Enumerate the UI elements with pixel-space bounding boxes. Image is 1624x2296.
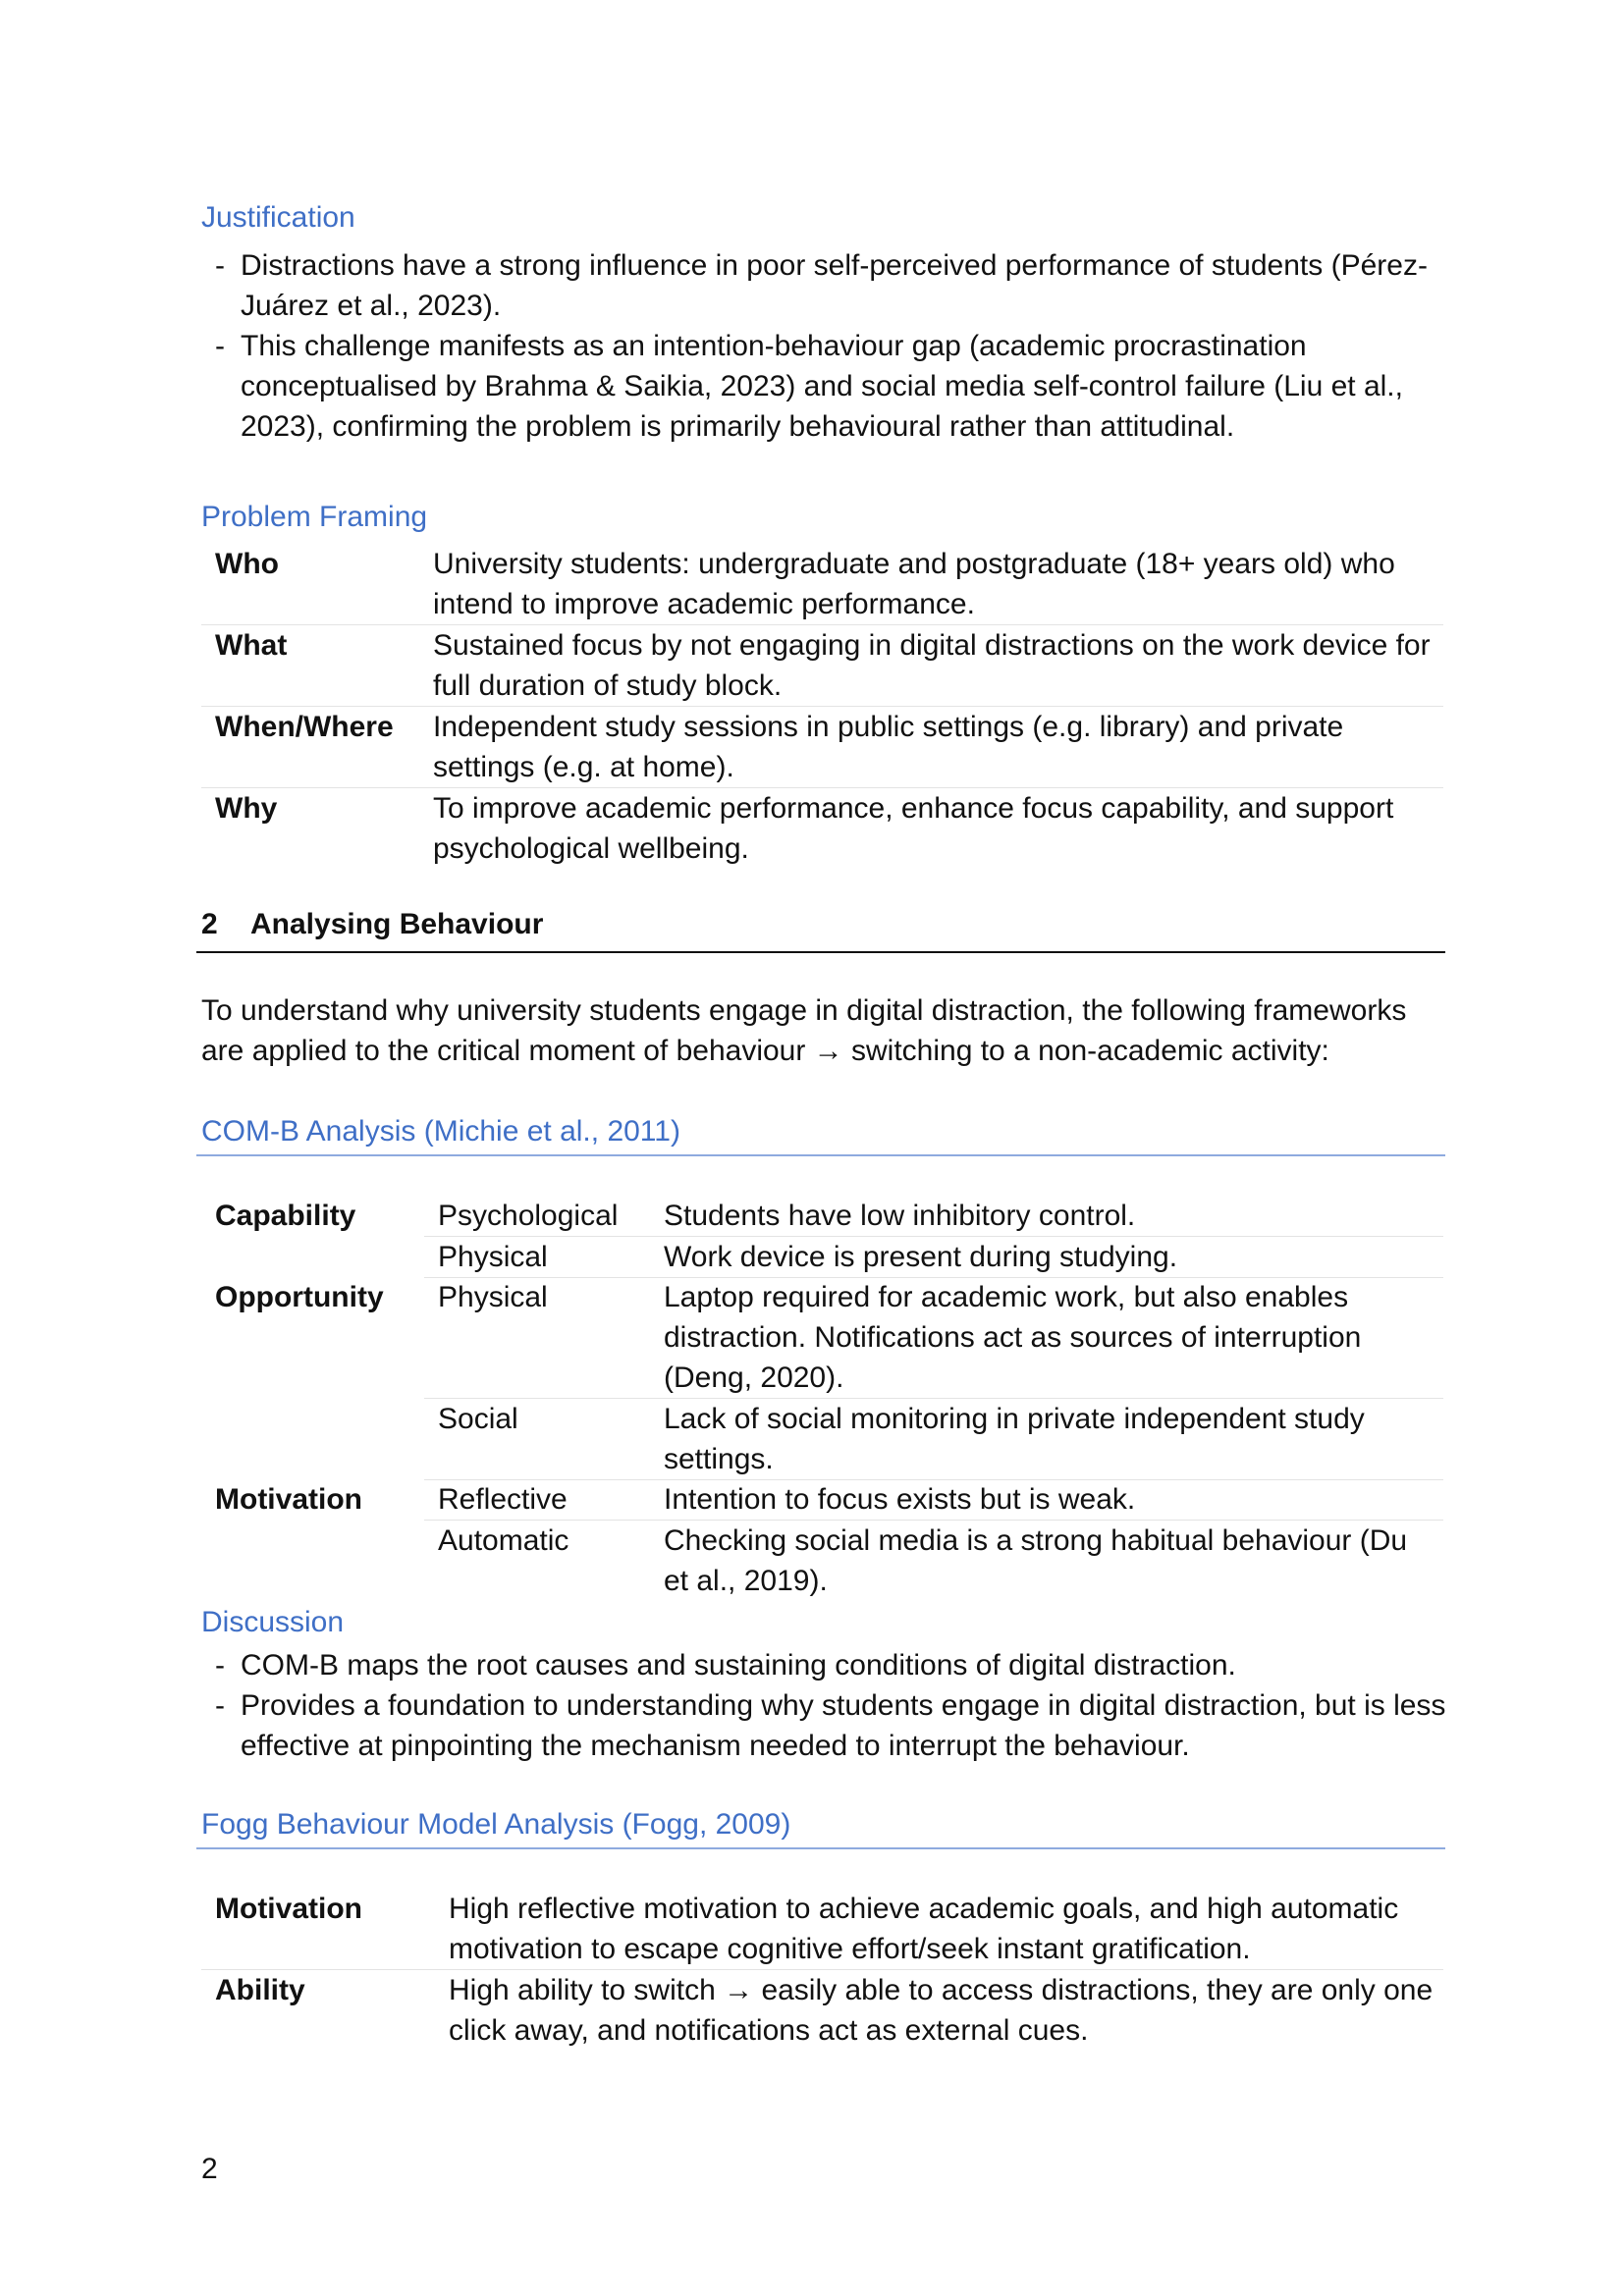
row-text: High ability to switch → easily able to access distractions, they are only one click away, and notifications act as external cues. [449, 1974, 1434, 2047]
section-number: 2 [201, 908, 218, 940]
sub-label: Social [438, 1403, 518, 1435]
category-capability: Capability [215, 1200, 356, 1232]
list-item: - Distractions have a strong influence in poor self-perceived performance of students (Pérez-Juárez et al., 2023). [215, 249, 1428, 322]
table-row [201, 625, 1443, 707]
table-row [424, 1277, 1443, 1399]
section-title: Analysing Behaviour [250, 908, 544, 940]
sub-label: Psychological [438, 1200, 619, 1232]
row-text: Intention to focus exists but is weak. [664, 1483, 1136, 1516]
table-row [201, 1970, 1443, 2051]
list-item: - Provides a foundation to understanding why students engage in digital distraction, but is less effective at pinpointing the mechanism needed to interrupt the behaviour. [215, 1689, 1446, 1762]
row-text: High reflective motivation to achieve academic goals, and high automatic motivation to escape cognitive effort/seek instant gratification. [449, 1893, 1399, 1965]
sub-label: Reflective [438, 1483, 568, 1516]
table-row [424, 1479, 1443, 1521]
table-row [201, 544, 1443, 625]
problem-framing-heading: Problem Framing [201, 501, 428, 533]
list-item: - This challenge manifests as an intention-behaviour gap (academic procrastination conceptualised by Brahma & Saikia, 2023) and social media self-control failure (Liu et al., 2023), confirming the problem is primarily behavioural rather than attitudinal. [215, 330, 1403, 443]
table-row [201, 707, 1443, 788]
table-row [424, 1237, 1443, 1278]
row-text: Work device is present during studying. [664, 1241, 1178, 1273]
justification-list [201, 245, 1453, 447]
justification-heading: Justification [201, 201, 355, 234]
table-row [201, 1889, 1443, 1970]
table-row [424, 1196, 1443, 1237]
list-item: - COM-B maps the root causes and sustaining conditions of digital distraction. [215, 1649, 1236, 1682]
discussion-list [201, 1645, 1453, 1766]
page-number: 2 [201, 2153, 218, 2185]
row-text: Laptop required for academic work, but also enables distraction. Notifications act as sources of interruption (Deng, 2020). [664, 1281, 1362, 1394]
row-text: University students: undergraduate and postgraduate (18+ years old) who intend to improve academic performance. [433, 548, 1395, 620]
row-label: When/Where [215, 711, 394, 743]
row-label: Who [215, 548, 279, 580]
category-opportunity: Opportunity [215, 1281, 384, 1313]
table-row [424, 1521, 1443, 1601]
fogg-rule [196, 1847, 1445, 1849]
row-label: Ability [215, 1974, 305, 2006]
section-intro: To understand why university students engage in digital distraction, the following frameworks are applied to the critical moment of behaviour → switching to a non-academic activity: [201, 994, 1407, 1067]
category-motivation: Motivation [215, 1483, 362, 1516]
table-row [201, 788, 1443, 869]
row-text: Checking social media is a strong habitual behaviour (Du et al., 2019). [664, 1524, 1408, 1597]
sub-label: Physical [438, 1241, 548, 1273]
comb-heading: COM-B Analysis (Michie et al., 2011) [201, 1115, 680, 1148]
row-text: Independent study sessions in public settings (e.g. library) and private settings (e.g. at home). [433, 711, 1344, 783]
row-text: Lack of social monitoring in private independent study settings. [664, 1403, 1365, 1475]
discussion-heading: Discussion [201, 1606, 345, 1638]
section-rule [196, 951, 1445, 953]
row-text: Sustained focus by not engaging in digital distractions on the work device for full duration of study block. [433, 629, 1431, 702]
fogg-heading: Fogg Behaviour Model Analysis (Fogg, 2009) [201, 1808, 791, 1841]
row-label: Motivation [215, 1893, 362, 1925]
table-row [424, 1399, 1443, 1480]
sub-label: Physical [438, 1281, 548, 1313]
row-text: To improve academic performance, enhance focus capability, and support psychological wellbeing. [433, 792, 1394, 865]
row-label: Why [215, 792, 278, 825]
row-label: What [215, 629, 288, 662]
row-text: Students have low inhibitory control. [664, 1200, 1136, 1232]
sub-label: Automatic [438, 1524, 569, 1557]
comb-rule [196, 1154, 1445, 1156]
